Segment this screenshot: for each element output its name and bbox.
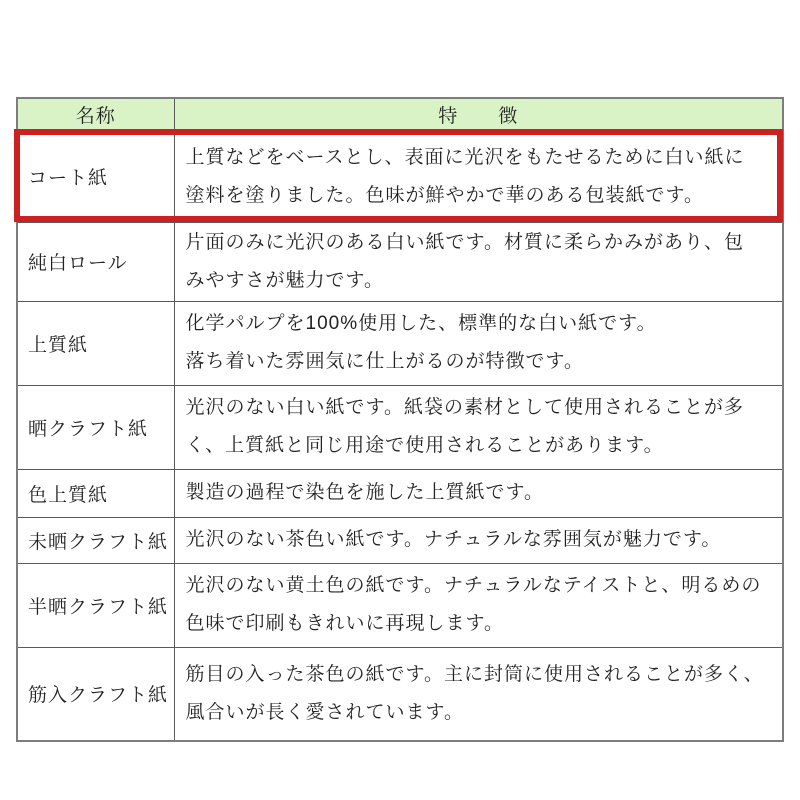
feature-line: 筋目の入った茶色の紙です。主に封筒に使用されることが多く、	[185, 663, 764, 685]
paper-name-cell: 未晒クラフト紙	[17, 517, 174, 563]
paper-name-cell: 色上質紙	[17, 469, 174, 517]
paper-types-table-wrap	[16, 97, 784, 742]
feature-line: 塗料を塗りました。色味が鮮やかで華のある包装紙です。	[185, 184, 704, 206]
table-row-pure-white-roll	[17, 222, 783, 301]
feature-line: く、上質紙と同じ用途で使用されることがあります。	[185, 435, 664, 456]
paper-name-cell: 晒クラフト紙	[17, 385, 174, 469]
paper-feature-cell	[174, 469, 783, 517]
feature-line: 光沢のない白い紙です。紙袋の素材として使用されることが多	[185, 397, 744, 418]
feature-line: 片面のみに光沢のある白い紙です。材質に柔らかみがあり、包	[185, 231, 744, 253]
paper-name-cell: 筋入クラフト紙	[17, 647, 174, 741]
paper-feature-cell	[174, 517, 783, 563]
feature-line: 上質などをベースとし、表面に光沢をもたせるために白い紙に	[185, 146, 745, 168]
header-feature-cell: 特 徴	[174, 98, 783, 131]
feature-line: 光沢のない茶色い紙です。ナチュラルな雰囲気が魅力です。	[185, 529, 722, 550]
feature-line: 製造の過程で染色を施した上質紙です。	[185, 482, 544, 503]
header-name-cell: 名称	[17, 98, 174, 131]
paper-name-cell: コート紙	[17, 131, 174, 222]
feature-line: みやすさが魅力です。	[185, 269, 384, 291]
table-row-fine-paper	[17, 301, 783, 385]
table-row-unbleached-kraft	[17, 517, 783, 563]
table-row-striped-kraft	[17, 647, 783, 741]
table-row-bleached-kraft	[17, 385, 783, 469]
feature-line: 光沢のない黄土色の紙です。ナチュラルなテイストと、明るめの	[185, 575, 762, 596]
paper-name-cell: 純白ロール	[17, 222, 174, 301]
paper-feature-cell	[174, 563, 783, 647]
table-row-colored-fine-paper	[17, 469, 783, 517]
paper-feature-cell	[174, 301, 783, 385]
table-row-semi-bleached-kraft	[17, 563, 783, 647]
table-header-row	[17, 98, 783, 131]
paper-name-cell: 上質紙	[17, 301, 174, 385]
paper-feature-cell	[174, 385, 783, 469]
table-row-coated-paper	[17, 131, 783, 222]
feature-line: 風合いが長く愛されています。	[185, 701, 464, 723]
feature-line: 落ち着いた雰囲気に仕上がるのが特徴です。	[185, 351, 584, 372]
paper-types-table	[16, 97, 784, 742]
feature-line: 化学パルプを100%使用した、標準的な白い紙です。	[185, 313, 657, 334]
paper-feature-cell	[174, 647, 783, 741]
feature-line: 色味で印刷もきれいに再現します。	[185, 613, 504, 634]
paper-feature-cell	[174, 222, 783, 301]
paper-feature-cell	[174, 131, 783, 222]
paper-name-cell: 半晒クラフト紙	[17, 563, 174, 647]
